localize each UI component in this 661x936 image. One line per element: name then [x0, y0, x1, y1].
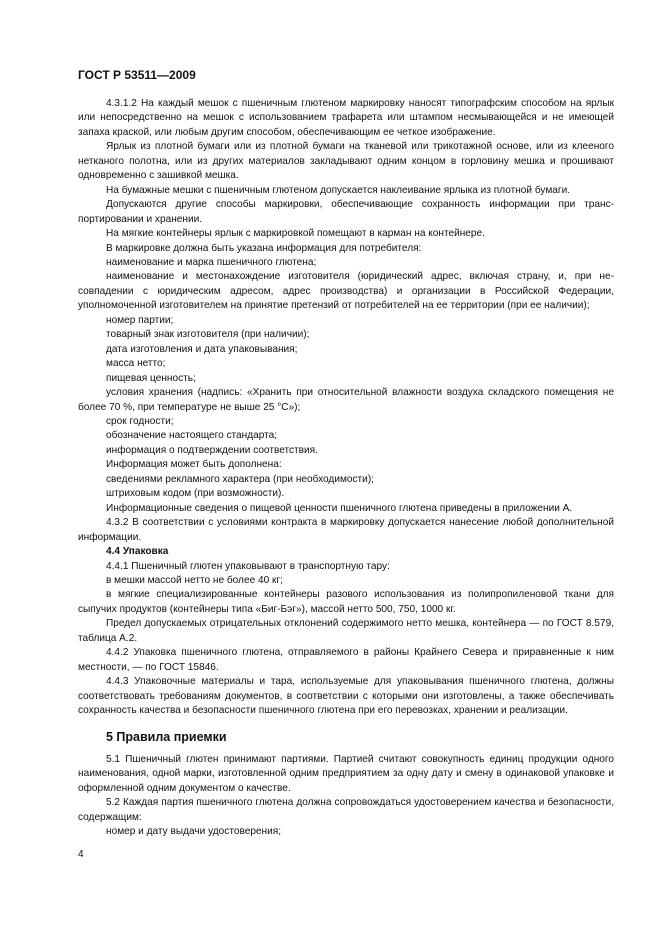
paragraph: Ярлык из плотной бумаги или из плотной бумаги на тканевой или трикотажной основе, или из клееного нетканого полотна, или из других материалов закладывают одним концом в горловину мешка и прошивают одновременно с зашивкой мешка.	[78, 141, 614, 182]
paragraph: 5.2 Каждая партия пшеничного глютена должна сопровождаться удостоверением качества и безопасности, содержащим:	[78, 797, 614, 823]
list-item: обозначение настоящего стандарта;	[106, 430, 278, 442]
body-text	[78, 97, 614, 840]
list-item: сведениями рекламного характера (при необходимости);	[106, 473, 374, 485]
paragraph: На мягкие контейнеры ярлык с маркировкой помещают в карман на контейнере.	[106, 228, 485, 240]
list-item: срок годности;	[106, 415, 174, 427]
list-item: наименование и местонахождение изготовителя (юридический адрес, включая страну, и, при несовпадении с юридическим адресом, адрес производства) и организации в Российской Федерации, уполномоченной изготовителем на принятие претензий от потребителей на ее территории (при ее наличии);	[78, 271, 614, 312]
paragraph: Информация может быть дополнена:	[106, 459, 282, 471]
list-item: товарный знак изготовителя (при наличии);	[106, 329, 310, 341]
list-item: в мешки массой нетто не более 40 кг;	[106, 574, 283, 586]
list-item: наименование и марка пшеничного глютена;	[106, 256, 317, 268]
paragraph: 4.4.3 Упаковочные материалы и тара, используемые для упаковывания пшеничного глютена, должны соответствовать требованиям документов, в соответствии с которыми они изготовлены, а также обеспечивать сохранность качества и безопасности пшеничного глютена при его перевозках, хранении и реализации.	[78, 676, 614, 717]
page-number: 4	[78, 849, 84, 860]
paragraph: В маркировке должна быть указана информация для потребителя:	[106, 242, 422, 254]
paragraph: Информационные сведения о пищевой ценности пшеничного глютена приведены в приложении А.	[106, 502, 573, 514]
list-item: номер партии;	[106, 314, 174, 326]
paragraph: Предел допускаемых отрицательных отклонений содержимого нетто мешка, контейнера — по ГОСТ 8.579, таблица А.2.	[78, 618, 614, 644]
document-header: ГОСТ Р 53511—2009	[78, 68, 196, 82]
list-item: пищевая ценность;	[106, 372, 196, 384]
list-item: номер и дату выдачи удостоверения;	[106, 826, 282, 838]
paragraph: 4.4.2 Упаковка пшеничного глютена, отправляемого в районы Крайнего Севера и приравненные к ним местности, — по ГОСТ 15846.	[78, 647, 614, 673]
list-item: в мягкие специализированные контейнеры разового использования из полипропиленовой ткани для сыпучих продуктов (контейнеры типа «Биг-Бэг»), массой нетто 500, 750, 1000 кг.	[78, 589, 614, 615]
paragraph: Допускаются другие способы маркировки, обеспечивающие сохранность информации при транспортировании и хранении.	[78, 199, 614, 225]
paragraph: 4.3.2 В соответствии с условиями контракта в маркировку допускается нанесение любой дополнительной информации.	[78, 517, 614, 543]
list-item: масса нетто;	[106, 358, 166, 370]
paragraph: 4.4.1 Пшеничный глютен упаковывают в транспортную тару:	[106, 560, 390, 572]
paragraph: 4.3.1.2 На каждый мешок с пшеничным глютеном маркировку наносят типографским способом на ярлык или непосредственно на мешок с использованием трафарета или штампом несмывающейся и не имеющей запаха краской, или любым другим способом, обеспечивающим ее четкое изображение.	[78, 98, 614, 138]
section-heading: 5 Правила приемки	[106, 730, 227, 745]
list-item: дата изготовления и дата упаковывания;	[106, 343, 298, 355]
list-item: штриховым кодом (при возможности).	[106, 488, 285, 500]
paragraph: На бумажные мешки с пшеничным глютеном допускается наклеивание ярлыка из плотной бумаги.	[106, 184, 571, 196]
list-item: условия хранения (надпись: «Хранить при относительной влажности воздуха складского помещения не более 70 %, при температуре не выше 25 °С»);	[78, 387, 614, 413]
subsection-heading: 4.4 Упаковка	[106, 546, 169, 558]
paragraph: 5.1 Пшеничный глютен принимают партиями. Партией считают совокупность единиц продукции одного наименования, одной марки, изготовленной одним предприятием за одну дату и смену в одинаковой упаковке и оформленной одним документом о качестве.	[78, 753, 614, 794]
list-item: информация о подтверждении соответствия.	[106, 444, 318, 456]
